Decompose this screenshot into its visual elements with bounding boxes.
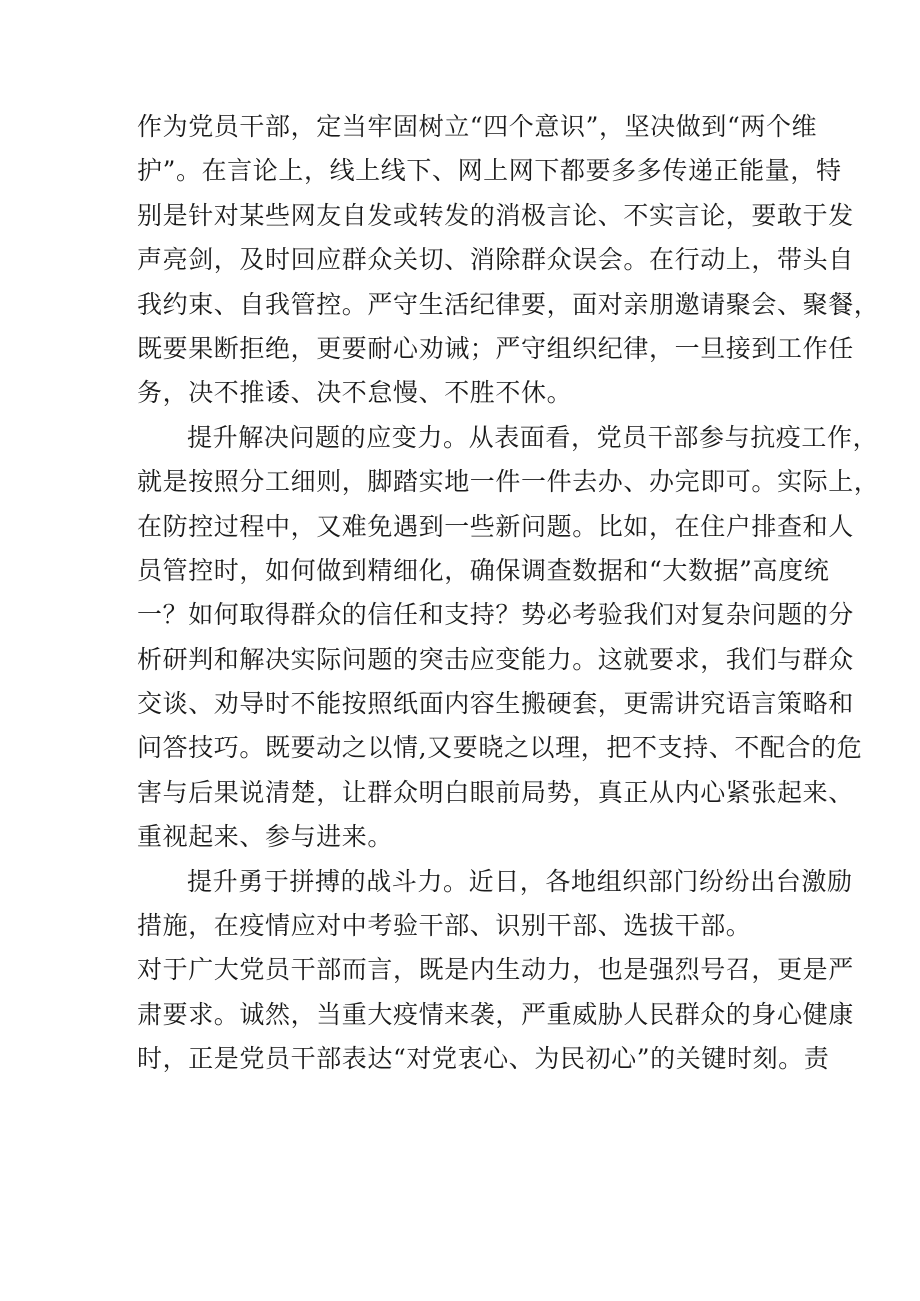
text-line: 在防控过程中，又难免遇到一些新问题。比如，在住户排查和人 bbox=[137, 511, 854, 541]
text-line: 析研判和解决实际问题的突击应变能力。这就要求，我们与群众 bbox=[137, 644, 854, 674]
text-line: 我约束、自我管控。严守生活纪律要，面对亲朋邀请聚会、聚餐， bbox=[137, 289, 880, 319]
text-line: 对于广大党员干部而言，既是内生动力，也是强烈号召，更是严 bbox=[137, 955, 854, 985]
text-line: 既要果断拒绝，更要耐心劝诫；严守组织纪律，一旦接到工作任 bbox=[137, 333, 854, 363]
text-line: 交谈、劝导时不能按照纸面内容生搬硬套，更需讲究语言策略和 bbox=[137, 689, 854, 719]
text-line: 别是针对某些网友自发或转发的消极言论、不实言论，要敢于发 bbox=[137, 200, 854, 230]
text-line: 肃要求。诚然，当重大疫情来袭，严重威胁人民群众的身心健康 bbox=[137, 999, 854, 1029]
text-line: 员管控时，如何做到精细化，确保调查数据和“大数据”高度统 bbox=[137, 555, 830, 585]
text-line: 作为党员干部，定当牢固树立“四个意识”，坚决做到“两个维 bbox=[137, 112, 818, 141]
text-line: 时，正是党员干部表达“对党衷心、为民初心”的关键时刻。责 bbox=[137, 1044, 830, 1074]
body-text bbox=[137, 105, 880, 1082]
text-line: 害与后果说清楚，让群众明白眼前局势，真正从内心紧张起来、 bbox=[137, 777, 854, 807]
text-line: 声亮剑，及时回应群众关切、消除群众误会。在行动上，带头自 bbox=[137, 245, 854, 275]
text-line: 重视起来、参与进来。 bbox=[137, 822, 394, 852]
text-line: 问答技巧。既要动之以情,又要晓之以理，把不支持、不配合的危 bbox=[137, 733, 863, 763]
paragraph-start-line: 提升勇于拼搏的战斗力。近日，各地组织部门纷纷出台激励 bbox=[187, 866, 853, 896]
text-line: 务，决不推诿、决不怠慢、不胜不休。 bbox=[137, 378, 573, 408]
paragraph-start-line: 提升解决问题的应变力。从表面看，党员干部参与抗疫工作， bbox=[187, 422, 879, 452]
text-line: 护”。在言论上，线上线下、网上网下都要多多传递正能量，特 bbox=[137, 156, 842, 186]
text-line: 一？如何取得群众的信任和支持？势必考验我们对复杂问题的分 bbox=[137, 600, 854, 630]
text-line: 就是按照分工细则，脚踏实地一件一件去办、办完即可。实际上， bbox=[137, 467, 880, 497]
text-line: 措施，在疫情应对中考验干部、识别干部、选拔干部。 bbox=[137, 911, 752, 941]
